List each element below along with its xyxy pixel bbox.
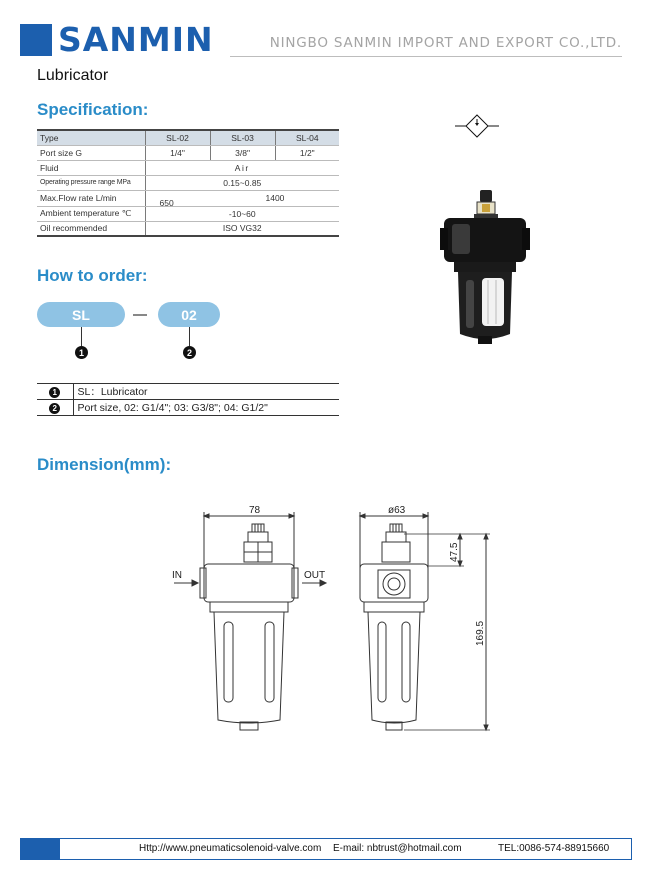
order-code-port: 02 bbox=[158, 302, 220, 327]
footer-website-link[interactable]: Http://www.pneumaticsolenoid-valve.com bbox=[139, 843, 322, 854]
spec-fluid-label: Fluid bbox=[37, 160, 145, 175]
spec-row-port-size bbox=[37, 145, 339, 160]
legend-text: SL：Lubricator bbox=[73, 384, 339, 400]
spec-model-sl04: SL-04 bbox=[275, 130, 339, 145]
footer-email-link[interactable]: E-mail: nbtrust@hotmail.com bbox=[333, 843, 462, 854]
spec-flow-label: Max.Flow rate L/min bbox=[37, 190, 145, 206]
product-title: Lubricator bbox=[37, 67, 109, 84]
lubricator-symbol-icon bbox=[455, 113, 499, 143]
footer-color-block bbox=[20, 838, 60, 860]
company-name: NINGBO SANMIN IMPORT AND EXPORT CO.,LTD. bbox=[269, 35, 622, 51]
order-code-series: SL bbox=[37, 302, 125, 327]
legend-key-cell bbox=[37, 400, 73, 416]
spec-flow-sl02: 650 bbox=[159, 197, 174, 208]
dim-width-label: 78 bbox=[249, 505, 261, 516]
brand-logo-text: SANMIN bbox=[58, 20, 214, 59]
dim-total-height-label: 169.5 bbox=[475, 620, 486, 646]
spec-oil-value: ISO VG32 bbox=[145, 221, 339, 236]
spec-pressure-value: 0.15~0.85 bbox=[145, 175, 339, 190]
brand-color-block bbox=[20, 24, 52, 56]
spec-ambient-value: -10~60 bbox=[145, 206, 339, 221]
legend-row bbox=[37, 400, 339, 416]
footer-telephone: TEL:0086-574-88915660 bbox=[498, 843, 610, 854]
legend-key-cell bbox=[37, 384, 73, 400]
legend-row bbox=[37, 384, 339, 400]
spec-flow-cell bbox=[145, 190, 339, 206]
spec-type-label: Type bbox=[37, 130, 145, 145]
spec-row-ambient bbox=[37, 206, 339, 221]
spec-model-sl03: SL-03 bbox=[210, 130, 275, 145]
dim-out-label: OUT bbox=[304, 570, 326, 581]
spec-row-oil bbox=[37, 221, 339, 236]
specification-table bbox=[37, 129, 339, 237]
spec-ambient-label: Ambient temperature ℃ bbox=[37, 206, 145, 221]
specification-heading: Specification: bbox=[37, 100, 149, 119]
dim-diameter-label: ø63 bbox=[388, 505, 406, 516]
page-footer bbox=[20, 838, 632, 860]
dimension-heading: Dimension(mm): bbox=[37, 455, 172, 474]
spec-oil-label: Oil recommended bbox=[37, 221, 145, 236]
spec-row-type bbox=[37, 130, 339, 145]
spec-port-sl03: 3/8" bbox=[210, 145, 275, 160]
dim-in-label: IN bbox=[172, 570, 182, 581]
spec-fluid-value: Air bbox=[145, 160, 339, 175]
spec-port-sl04: 1/2" bbox=[275, 145, 339, 160]
order-code-separator bbox=[133, 314, 147, 316]
how-to-order-heading: How to order: bbox=[37, 266, 148, 285]
legend-marker: 1 bbox=[49, 387, 60, 398]
legend-marker: 2 bbox=[49, 403, 60, 414]
order-marker-2: 2 bbox=[183, 346, 196, 359]
order-leader-line-1 bbox=[81, 327, 82, 346]
dim-top-height-label: 47.5 bbox=[449, 542, 460, 562]
spec-model-sl02: SL-02 bbox=[145, 130, 210, 145]
page-header bbox=[0, 18, 650, 58]
order-legend-table bbox=[37, 383, 339, 416]
spec-row-pressure bbox=[37, 175, 339, 190]
spec-flow-others: 1400 bbox=[265, 192, 285, 203]
spec-port-sl02: 1/4" bbox=[145, 145, 210, 160]
dimension-drawing bbox=[160, 498, 500, 748]
spec-pressure-label: Operating pressure range MPa bbox=[37, 175, 145, 190]
order-leader-line-2 bbox=[189, 327, 190, 346]
spec-port-label: Port size G bbox=[37, 145, 145, 160]
spec-row-flow bbox=[37, 190, 339, 206]
header-divider bbox=[230, 56, 622, 57]
legend-text: Port size, 02: G1/4"; 03: G3/8"; 04: G1/2" bbox=[73, 400, 339, 416]
spec-row-fluid bbox=[37, 160, 339, 175]
product-photo-lubricator bbox=[440, 188, 530, 348]
order-marker-1: 1 bbox=[75, 346, 88, 359]
